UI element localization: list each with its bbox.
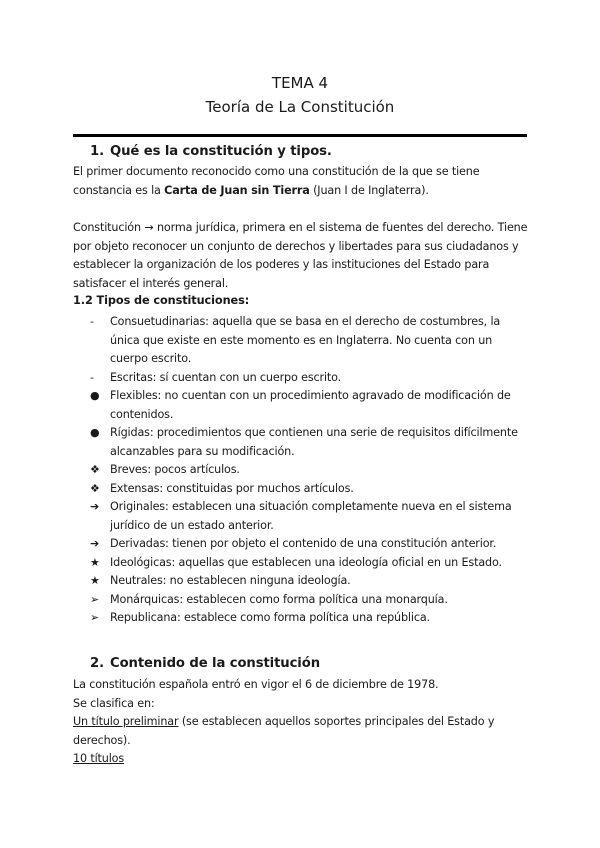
types-list (90, 313, 530, 628)
intro-paragraph (73, 163, 533, 200)
ten-titles-text: 10 títulos (73, 752, 125, 765)
section-2-heading (90, 656, 320, 671)
bullet-icon: ➔ (90, 537, 100, 550)
content-line-2: Se clasifica en: (73, 696, 155, 710)
section-1-heading (90, 144, 332, 159)
list-item-text: Consuetudinarias: aquella que se basa en el derecho de costumbres, la única que existe en este momento es en Inglaterra. No cuenta con un cuerpo escrito. (110, 315, 501, 365)
list-item-text: Derivadas: tienen por objeto el contenido de una constitución anterior. (110, 537, 497, 550)
list-item (90, 572, 530, 591)
intro-text-a: El primer documento reconocido como una constitución de la que se tiene constancia es la (73, 165, 480, 197)
bullet-icon: ★ (90, 555, 100, 569)
list-item-text: Originales: establecen una situación completamente nueva en el sistema jurídico de un estado anterior. (110, 500, 512, 532)
list-item (90, 498, 530, 535)
bullet-icon: ● (90, 389, 100, 402)
content-line-4 (73, 750, 533, 769)
list-item-text: Monárquicas: establecen como forma política una monarquía. (110, 592, 448, 606)
content-paragraph (73, 676, 533, 769)
section-2-title: Contenido de la constitución (110, 656, 320, 671)
list-item (90, 313, 530, 369)
bullet-icon: ❖ (90, 481, 100, 495)
list-item (90, 535, 530, 554)
list-item (90, 609, 530, 628)
list-item (90, 591, 530, 610)
bullet-icon: - (90, 315, 94, 328)
bullet-icon: ➢ (90, 592, 100, 606)
bullet-icon: ❖ (90, 463, 100, 476)
list-item (90, 554, 530, 573)
bullet-icon: ★ (90, 574, 100, 587)
list-item-text: Breves: pocos artículos. (110, 463, 240, 476)
content-line-3-rest: (se establecen aquellos soportes principales del Estado y derechos). (73, 715, 495, 747)
definition-paragraph: Constitución → norma jurídica, primera en el sistema de fuentes del derecho. Tiene por objeto reconocer un conjunto de derechos y libertades para sus ciudadanos y establecer la organización de los poderes y las instituciones del Estado para satisfacer el interés general. (73, 221, 528, 290)
intro-text-b: (Juan I de Inglaterra). (309, 183, 429, 197)
list-item (90, 480, 530, 499)
preliminary-title-text: Un título preliminar (73, 715, 179, 728)
page-title: Teoría de La Constitución (205, 98, 395, 116)
list-item-text: Ideológicas: aquellas que establecen una ideología oficial en un Estado. (110, 555, 502, 569)
list-item-text: Flexibles: no cuentan con un procedimiento agravado de modificación de contenidos. (110, 389, 511, 421)
bullet-icon: ➔ (90, 500, 100, 513)
section-2-number: 2. (90, 656, 104, 671)
types-subheading: 1.2 Tipos de constituciones: (73, 294, 250, 307)
content-line-3 (73, 713, 533, 750)
section-1-number: 1. (90, 144, 104, 159)
list-item (90, 387, 530, 424)
title-divider (73, 134, 527, 137)
bullet-icon: ● (90, 426, 100, 439)
list-item-text: Neutrales: no establecen ninguna ideología. (110, 574, 351, 587)
bullet-icon: ➢ (90, 611, 100, 624)
tema-heading: TEMA 4 (271, 74, 329, 92)
list-item-text: Rígidas: procedimientos que contienen una serie de requisitos difícilmente alcanzables para su modificación. (110, 426, 518, 458)
list-item (90, 369, 530, 388)
intro-text-bold: Carta de Juan sin Tierra (164, 183, 310, 197)
bullet-icon: - (90, 370, 94, 384)
list-item-text: Extensas: constituidas por muchos artículos. (110, 481, 354, 495)
list-item (90, 424, 530, 461)
list-item-text: Escritas: sí cuentan con un cuerpo escrito. (110, 370, 342, 384)
list-item-text: Republicana: establece como forma política una república. (110, 611, 430, 624)
content-line-1: La constitución española entró en vigor el 6 de diciembre de 1978. (73, 678, 439, 691)
list-item (90, 461, 530, 480)
section-1-title: Qué es la constitución y tipos. (110, 144, 332, 159)
